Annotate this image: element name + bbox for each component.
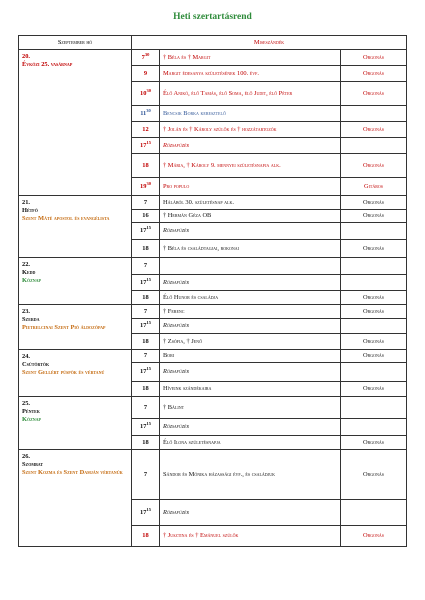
- mass-time: $17^{15}$: [132, 223, 160, 240]
- music-type: Gitáros: [341, 178, 407, 196]
- day-cell: [19, 450, 132, 547]
- mass-intention: Élő Ilona születésnapja: [160, 436, 341, 450]
- mass-intention: Hálából 30. születésnap alk.: [160, 196, 341, 210]
- music-type: Orgonás: [341, 436, 407, 450]
- music-type: [341, 138, 407, 154]
- mass-time: 7: [132, 305, 160, 319]
- music-type: Orgonás: [341, 240, 407, 258]
- mass-intention: Sándor és Mónika házassági évf., és családjuk: [160, 450, 341, 500]
- music-type: Orgonás: [341, 350, 407, 363]
- day-feast: Köznap: [22, 416, 41, 423]
- mass-intention: Élő Anikó, élő Tamás, élő Soma, élő Judit, élő Péter: [160, 82, 341, 106]
- mass-time: $19^{30}$: [132, 178, 160, 196]
- day-number: 21.: [22, 199, 30, 206]
- header-row: [19, 36, 407, 50]
- mass-intention-header: Miseszándék: [132, 36, 407, 50]
- day-name: Péntek: [22, 408, 40, 415]
- mass-time: 18: [132, 526, 160, 547]
- mass-intention: Rózsafüzér: [160, 363, 341, 382]
- music-type: Orgonás: [341, 196, 407, 210]
- day-name: Szerda: [22, 316, 40, 323]
- day-number: 23.: [22, 308, 30, 315]
- day-feast: Évközi 25. vasárnap: [22, 61, 73, 68]
- mass-intention: † Jusztina és † Emánuel szülők: [160, 526, 341, 547]
- mass-time: 18: [132, 291, 160, 305]
- day-cell: [19, 196, 132, 258]
- day-feast: Szent Kozma és Szent Damján vértanúk: [22, 469, 123, 476]
- month-header: Szeptember hó: [19, 36, 132, 50]
- mass-time: 9: [132, 66, 160, 82]
- day-name: Kedd: [22, 269, 36, 276]
- day-feast: Szent Gellért püspök és vértanú: [22, 369, 105, 376]
- mass-intention: Élő Hunor és családja: [160, 291, 341, 305]
- music-type: Orgonás: [341, 305, 407, 319]
- mass-time: 7: [132, 397, 160, 419]
- day-cell: [19, 305, 132, 350]
- music-type: Orgonás: [341, 122, 407, 138]
- mass-intention: † Bálint: [160, 397, 341, 419]
- table-row: [19, 50, 407, 66]
- mass-time: $17^{15}$: [132, 363, 160, 382]
- table-row: [19, 196, 407, 210]
- table-row: [19, 397, 407, 419]
- day-number: 24.: [22, 353, 30, 360]
- mass-intention: † Jolán és † Károly szülők és † hozzátartozók: [160, 122, 341, 138]
- mass-intention: Pro populo: [160, 178, 341, 196]
- mass-intention: Rózsafüzér: [160, 223, 341, 240]
- mass-intention: † Mária, † Károly 9. mennyei születésnapja alk.: [160, 154, 341, 178]
- music-type: Orgonás: [341, 291, 407, 305]
- mass-intention: † Béla és családtagjai, rokonai: [160, 240, 341, 258]
- music-type: Orgonás: [341, 82, 407, 106]
- music-type: Orgonás: [341, 50, 407, 66]
- day-feast: Köznap: [22, 277, 41, 284]
- table-row: [19, 350, 407, 363]
- music-type: [341, 500, 407, 526]
- mass-intention: † Ferenc: [160, 305, 341, 319]
- day-number: 26.: [22, 453, 30, 460]
- mass-time: $11^{30}$: [132, 106, 160, 122]
- mass-intention: † Zsófia, † Jenő: [160, 334, 341, 350]
- mass-time: $17^{15}$: [132, 275, 160, 291]
- day-cell: [19, 350, 132, 397]
- day-feast: Pietrelcinai Szent Pió áldozópap: [22, 324, 106, 331]
- mass-time: $17^{15}$: [132, 138, 160, 154]
- mass-intention: Rózsafüzér: [160, 419, 341, 436]
- mass-time: 7: [132, 196, 160, 210]
- mass-intention: Bori: [160, 350, 341, 363]
- day-name: Csütörtök: [22, 361, 50, 368]
- schedule-table: [18, 35, 407, 547]
- music-type: [341, 319, 407, 334]
- day-name: Hétfő: [22, 207, 38, 214]
- mass-time: 18: [132, 154, 160, 178]
- music-type: Orgonás: [341, 66, 407, 82]
- mass-intention: Híveink szándékaira: [160, 382, 341, 397]
- music-type: [341, 106, 407, 122]
- day-cell: [19, 50, 132, 196]
- music-type: [341, 363, 407, 382]
- music-type: Orgonás: [341, 450, 407, 500]
- mass-intention: Rózsafüzér: [160, 319, 341, 334]
- music-type: Orgonás: [341, 382, 407, 397]
- mass-time: 18: [132, 334, 160, 350]
- mass-intention: [160, 258, 341, 275]
- mass-time: 7: [132, 258, 160, 275]
- table-row: [19, 450, 407, 500]
- day-number: 22.: [22, 261, 30, 268]
- mass-intention: † Hermán Géza OB: [160, 210, 341, 223]
- mass-intention: † Béla és † Margit: [160, 50, 341, 66]
- mass-time: 18: [132, 240, 160, 258]
- day-feast: Szent Máté apostol és evangélista: [22, 215, 110, 222]
- music-type: [341, 223, 407, 240]
- mass-time: 18: [132, 382, 160, 397]
- mass-time: 7: [132, 350, 160, 363]
- mass-time: 18: [132, 436, 160, 450]
- mass-time: $17^{15}$: [132, 419, 160, 436]
- music-type: [341, 275, 407, 291]
- mass-time: 16: [132, 210, 160, 223]
- music-type: Orgonás: [341, 334, 407, 350]
- day-number: 20.: [22, 53, 30, 60]
- mass-intention: Bencsik Borka keresztelő: [160, 106, 341, 122]
- mass-intention: Margit édesanya születésének 100. évf.: [160, 66, 341, 82]
- mass-time: $10^{30}$: [132, 82, 160, 106]
- table-row: [19, 305, 407, 319]
- mass-time: 7: [132, 450, 160, 500]
- mass-time: $7^{30}$: [132, 50, 160, 66]
- mass-time: $17^{15}$: [132, 500, 160, 526]
- day-cell: [19, 258, 132, 305]
- mass-time: $17^{15}$: [132, 319, 160, 334]
- music-type: Orgonás: [341, 526, 407, 547]
- day-number: 25.: [22, 400, 30, 407]
- music-type: [341, 419, 407, 436]
- music-type: Orgonás: [341, 154, 407, 178]
- mass-intention: Rózsafüzér: [160, 500, 341, 526]
- music-type: Orgonás: [341, 210, 407, 223]
- day-cell: [19, 397, 132, 450]
- music-type: [341, 258, 407, 275]
- page-title: Heti szertartásrend: [173, 12, 252, 22]
- music-type: [341, 397, 407, 419]
- mass-intention: Rózsafüzér: [160, 275, 341, 291]
- day-name: Szombat: [22, 461, 44, 468]
- mass-time: 12: [132, 122, 160, 138]
- mass-intention: Rózsafüzér: [160, 138, 341, 154]
- table-row: [19, 258, 407, 275]
